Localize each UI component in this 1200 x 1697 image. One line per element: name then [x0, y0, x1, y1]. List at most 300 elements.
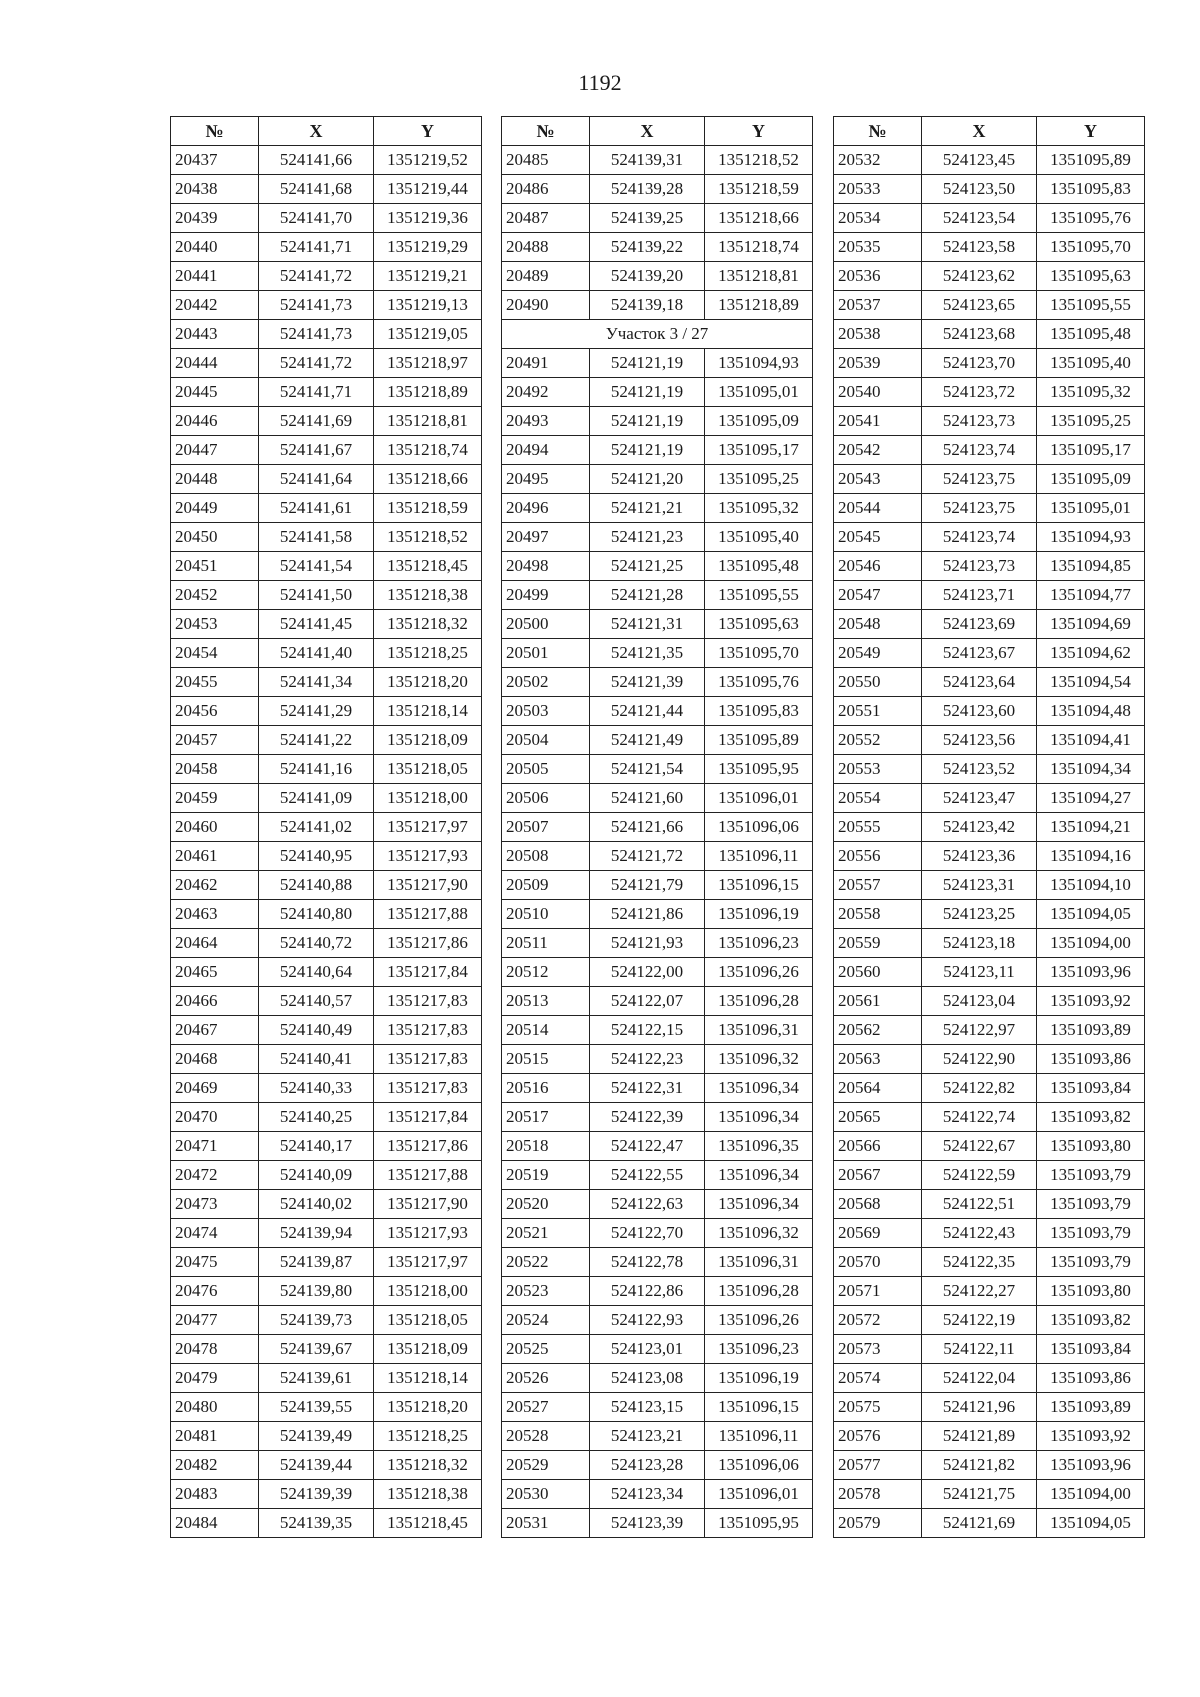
point-number-cell: 20562 — [834, 1016, 922, 1045]
y-coordinate-cell: 1351095,95 — [705, 755, 813, 784]
point-number-cell: 20538 — [834, 320, 922, 349]
table-row — [171, 465, 482, 494]
table-row — [171, 1248, 482, 1277]
table-row — [834, 1190, 1145, 1219]
table-row — [502, 523, 813, 552]
table-row — [834, 581, 1145, 610]
x-coordinate-cell: 524123,56 — [922, 726, 1037, 755]
x-coordinate-cell: 524139,44 — [259, 1451, 374, 1480]
y-coordinate-cell: 1351096,31 — [705, 1016, 813, 1045]
x-coordinate-cell: 524139,28 — [590, 175, 705, 204]
y-coordinate-cell: 1351218,45 — [374, 552, 482, 581]
point-number-cell: 20486 — [502, 175, 590, 204]
table-row — [834, 929, 1145, 958]
point-number-cell: 20467 — [171, 1016, 259, 1045]
y-coordinate-cell: 1351219,29 — [374, 233, 482, 262]
y-coordinate-cell: 1351218,38 — [374, 581, 482, 610]
x-coordinate-cell: 524122,86 — [590, 1277, 705, 1306]
y-coordinate-cell: 1351218,05 — [374, 755, 482, 784]
table-row — [171, 784, 482, 813]
table-row — [171, 871, 482, 900]
table-row — [502, 697, 813, 726]
point-number-cell: 20525 — [502, 1335, 590, 1364]
point-number-cell: 20556 — [834, 842, 922, 871]
y-coordinate-cell: 1351093,92 — [1037, 987, 1145, 1016]
y-coordinate-cell: 1351217,84 — [374, 958, 482, 987]
point-number-cell: 20460 — [171, 813, 259, 842]
point-number-cell: 20521 — [502, 1219, 590, 1248]
header-y: Y — [705, 117, 813, 146]
x-coordinate-cell: 524121,75 — [922, 1480, 1037, 1509]
y-coordinate-cell: 1351093,82 — [1037, 1306, 1145, 1335]
table-row — [834, 813, 1145, 842]
table-row — [834, 1219, 1145, 1248]
table-row — [502, 262, 813, 291]
x-coordinate-cell: 524141,29 — [259, 697, 374, 726]
table-row — [171, 1422, 482, 1451]
y-coordinate-cell: 1351095,83 — [705, 697, 813, 726]
y-coordinate-cell: 1351218,66 — [374, 465, 482, 494]
x-coordinate-cell: 524123,52 — [922, 755, 1037, 784]
table-header-row — [171, 117, 482, 146]
table-row — [502, 1364, 813, 1393]
table-row — [171, 378, 482, 407]
x-coordinate-cell: 524121,19 — [590, 436, 705, 465]
x-coordinate-cell: 524139,55 — [259, 1393, 374, 1422]
y-coordinate-cell: 1351095,01 — [1037, 494, 1145, 523]
x-coordinate-cell: 524123,11 — [922, 958, 1037, 987]
point-number-cell: 20523 — [502, 1277, 590, 1306]
point-number-cell: 20506 — [502, 784, 590, 813]
point-number-cell: 20498 — [502, 552, 590, 581]
y-coordinate-cell: 1351094,85 — [1037, 552, 1145, 581]
y-coordinate-cell: 1351096,34 — [705, 1074, 813, 1103]
point-number-cell: 20550 — [834, 668, 922, 697]
x-coordinate-cell: 524140,09 — [259, 1161, 374, 1190]
y-coordinate-cell: 1351096,34 — [705, 1103, 813, 1132]
y-coordinate-cell: 1351218,38 — [374, 1480, 482, 1509]
x-coordinate-cell: 524122,70 — [590, 1219, 705, 1248]
table-row — [834, 262, 1145, 291]
x-coordinate-cell: 524141,73 — [259, 320, 374, 349]
y-coordinate-cell: 1351218,00 — [374, 784, 482, 813]
x-coordinate-cell: 524141,72 — [259, 262, 374, 291]
table-row — [834, 1422, 1145, 1451]
x-coordinate-cell: 524139,18 — [590, 291, 705, 320]
x-coordinate-cell: 524139,80 — [259, 1277, 374, 1306]
y-coordinate-cell: 1351094,16 — [1037, 842, 1145, 871]
page-number: 1192 — [578, 70, 622, 95]
y-coordinate-cell: 1351218,52 — [374, 523, 482, 552]
point-number-cell: 20552 — [834, 726, 922, 755]
y-coordinate-cell: 1351096,34 — [705, 1161, 813, 1190]
y-coordinate-cell: 1351096,35 — [705, 1132, 813, 1161]
y-coordinate-cell: 1351096,15 — [705, 871, 813, 900]
y-coordinate-cell: 1351095,70 — [705, 639, 813, 668]
table-row — [834, 958, 1145, 987]
point-number-cell: 20489 — [502, 262, 590, 291]
table-row — [502, 465, 813, 494]
y-coordinate-cell: 1351093,79 — [1037, 1161, 1145, 1190]
x-coordinate-cell: 524141,72 — [259, 349, 374, 378]
point-number-cell: 20557 — [834, 871, 922, 900]
x-coordinate-cell: 524121,96 — [922, 1393, 1037, 1422]
table-row — [834, 378, 1145, 407]
table-row — [502, 929, 813, 958]
table-row — [502, 494, 813, 523]
point-number-cell: 20520 — [502, 1190, 590, 1219]
table-row — [502, 1393, 813, 1422]
y-coordinate-cell: 1351217,93 — [374, 842, 482, 871]
x-coordinate-cell: 524141,40 — [259, 639, 374, 668]
x-coordinate-cell: 524121,31 — [590, 610, 705, 639]
y-coordinate-cell: 1351218,20 — [374, 668, 482, 697]
point-number-cell: 20516 — [502, 1074, 590, 1103]
table-row — [834, 1306, 1145, 1335]
x-coordinate-cell: 524122,82 — [922, 1074, 1037, 1103]
table-row — [171, 1161, 482, 1190]
table-row — [502, 146, 813, 175]
point-number-cell: 20492 — [502, 378, 590, 407]
table-row — [502, 610, 813, 639]
point-number-cell: 20476 — [171, 1277, 259, 1306]
table-row — [834, 610, 1145, 639]
y-coordinate-cell: 1351095,63 — [705, 610, 813, 639]
x-coordinate-cell: 524141,68 — [259, 175, 374, 204]
y-coordinate-cell: 1351095,48 — [1037, 320, 1145, 349]
x-coordinate-cell: 524121,44 — [590, 697, 705, 726]
table-row — [834, 784, 1145, 813]
point-number-cell: 20464 — [171, 929, 259, 958]
point-number-cell: 20546 — [834, 552, 922, 581]
table-row — [502, 581, 813, 610]
x-coordinate-cell: 524121,49 — [590, 726, 705, 755]
point-number-cell: 20514 — [502, 1016, 590, 1045]
y-coordinate-cell: 1351095,40 — [1037, 349, 1145, 378]
x-coordinate-cell: 524123,62 — [922, 262, 1037, 291]
table-row — [171, 523, 482, 552]
point-number-cell: 20571 — [834, 1277, 922, 1306]
table-row — [171, 1219, 482, 1248]
table-row — [171, 842, 482, 871]
x-coordinate-cell: 524123,64 — [922, 668, 1037, 697]
point-number-cell: 20441 — [171, 262, 259, 291]
point-number-cell: 20471 — [171, 1132, 259, 1161]
point-number-cell: 20491 — [502, 349, 590, 378]
point-number-cell: 20541 — [834, 407, 922, 436]
table-row — [834, 146, 1145, 175]
point-number-cell: 20568 — [834, 1190, 922, 1219]
table-row — [502, 813, 813, 842]
table-row — [834, 1132, 1145, 1161]
point-number-cell: 20567 — [834, 1161, 922, 1190]
x-coordinate-cell: 524121,86 — [590, 900, 705, 929]
y-coordinate-cell: 1351096,19 — [705, 900, 813, 929]
point-number-cell: 20512 — [502, 958, 590, 987]
point-number-cell: 20570 — [834, 1248, 922, 1277]
y-coordinate-cell: 1351096,28 — [705, 1277, 813, 1306]
table-row — [834, 1393, 1145, 1422]
x-coordinate-cell: 524141,22 — [259, 726, 374, 755]
table-row — [834, 175, 1145, 204]
x-coordinate-cell: 524121,39 — [590, 668, 705, 697]
point-number-cell: 20555 — [834, 813, 922, 842]
point-number-cell: 20551 — [834, 697, 922, 726]
point-number-cell: 20453 — [171, 610, 259, 639]
table-row — [171, 291, 482, 320]
table-row — [834, 755, 1145, 784]
y-coordinate-cell: 1351095,01 — [705, 378, 813, 407]
point-number-cell: 20527 — [502, 1393, 590, 1422]
x-coordinate-cell: 524141,16 — [259, 755, 374, 784]
x-coordinate-cell: 524140,49 — [259, 1016, 374, 1045]
y-coordinate-cell: 1351095,55 — [1037, 291, 1145, 320]
x-coordinate-cell: 524123,54 — [922, 204, 1037, 233]
point-number-cell: 20533 — [834, 175, 922, 204]
table-row — [834, 697, 1145, 726]
y-coordinate-cell: 1351218,25 — [374, 639, 482, 668]
table-row — [834, 1335, 1145, 1364]
table-row — [502, 233, 813, 262]
table-row — [502, 349, 813, 378]
point-number-cell: 20443 — [171, 320, 259, 349]
x-coordinate-cell: 524123,69 — [922, 610, 1037, 639]
y-coordinate-cell: 1351094,10 — [1037, 871, 1145, 900]
y-coordinate-cell: 1351095,32 — [1037, 378, 1145, 407]
x-coordinate-cell: 524123,31 — [922, 871, 1037, 900]
table-row — [834, 1074, 1145, 1103]
table-row — [171, 581, 482, 610]
point-number-cell: 20461 — [171, 842, 259, 871]
point-number-cell: 20563 — [834, 1045, 922, 1074]
x-coordinate-cell: 524122,31 — [590, 1074, 705, 1103]
y-coordinate-cell: 1351218,74 — [374, 436, 482, 465]
y-coordinate-cell: 1351093,82 — [1037, 1103, 1145, 1132]
point-number-cell: 20459 — [171, 784, 259, 813]
y-coordinate-cell: 1351218,97 — [374, 349, 482, 378]
y-coordinate-cell: 1351094,05 — [1037, 1509, 1145, 1538]
y-coordinate-cell: 1351093,79 — [1037, 1219, 1145, 1248]
point-number-cell: 20549 — [834, 639, 922, 668]
point-number-cell: 20542 — [834, 436, 922, 465]
x-coordinate-cell: 524123,08 — [590, 1364, 705, 1393]
y-coordinate-cell: 1351218,00 — [374, 1277, 482, 1306]
table-row — [171, 1306, 482, 1335]
table-row — [171, 813, 482, 842]
point-number-cell: 20530 — [502, 1480, 590, 1509]
y-coordinate-cell: 1351218,20 — [374, 1393, 482, 1422]
x-coordinate-cell: 524121,72 — [590, 842, 705, 871]
y-coordinate-cell: 1351218,89 — [374, 378, 482, 407]
y-coordinate-cell: 1351093,92 — [1037, 1422, 1145, 1451]
table-row — [171, 1190, 482, 1219]
x-coordinate-cell: 524140,33 — [259, 1074, 374, 1103]
y-coordinate-cell: 1351094,05 — [1037, 900, 1145, 929]
y-coordinate-cell: 1351093,86 — [1037, 1045, 1145, 1074]
table-row — [502, 1074, 813, 1103]
x-coordinate-cell: 524123,47 — [922, 784, 1037, 813]
x-coordinate-cell: 524140,80 — [259, 900, 374, 929]
point-number-cell: 20531 — [502, 1509, 590, 1538]
point-number-cell: 20543 — [834, 465, 922, 494]
point-number-cell: 20474 — [171, 1219, 259, 1248]
point-number-cell: 20548 — [834, 610, 922, 639]
y-coordinate-cell: 1351095,95 — [705, 1509, 813, 1538]
x-coordinate-cell: 524122,97 — [922, 1016, 1037, 1045]
y-coordinate-cell: 1351095,63 — [1037, 262, 1145, 291]
x-coordinate-cell: 524140,72 — [259, 929, 374, 958]
y-coordinate-cell: 1351094,00 — [1037, 929, 1145, 958]
x-coordinate-cell: 524139,20 — [590, 262, 705, 291]
y-coordinate-cell: 1351093,80 — [1037, 1277, 1145, 1306]
point-number-cell: 20559 — [834, 929, 922, 958]
y-coordinate-cell: 1351218,14 — [374, 1364, 482, 1393]
x-coordinate-cell: 524121,69 — [922, 1509, 1037, 1538]
x-coordinate-cell: 524123,73 — [922, 407, 1037, 436]
point-number-cell: 20494 — [502, 436, 590, 465]
table-row — [834, 871, 1145, 900]
point-number-cell: 20532 — [834, 146, 922, 175]
x-coordinate-cell: 524141,69 — [259, 407, 374, 436]
table-row — [502, 900, 813, 929]
y-coordinate-cell: 1351094,00 — [1037, 1480, 1145, 1509]
header-num: № — [834, 117, 922, 146]
y-coordinate-cell: 1351217,86 — [374, 929, 482, 958]
x-coordinate-cell: 524141,66 — [259, 146, 374, 175]
y-coordinate-cell: 1351096,06 — [705, 813, 813, 842]
x-coordinate-cell: 524122,43 — [922, 1219, 1037, 1248]
table-row — [502, 1422, 813, 1451]
x-coordinate-cell: 524122,27 — [922, 1277, 1037, 1306]
x-coordinate-cell: 524122,35 — [922, 1248, 1037, 1277]
y-coordinate-cell: 1351096,32 — [705, 1219, 813, 1248]
table-row — [502, 1132, 813, 1161]
y-coordinate-cell: 1351217,93 — [374, 1219, 482, 1248]
table-row — [171, 1480, 482, 1509]
coordinates-table-3 — [833, 116, 1145, 1538]
table-row — [834, 465, 1145, 494]
table-row — [834, 523, 1145, 552]
x-coordinate-cell: 524122,59 — [922, 1161, 1037, 1190]
y-coordinate-cell: 1351219,44 — [374, 175, 482, 204]
y-coordinate-cell: 1351218,45 — [374, 1509, 482, 1538]
header-x: X — [259, 117, 374, 146]
point-number-cell: 20501 — [502, 639, 590, 668]
x-coordinate-cell: 524122,93 — [590, 1306, 705, 1335]
x-coordinate-cell: 524123,36 — [922, 842, 1037, 871]
table-row — [171, 1393, 482, 1422]
point-number-cell: 20473 — [171, 1190, 259, 1219]
y-coordinate-cell: 1351217,90 — [374, 871, 482, 900]
y-coordinate-cell: 1351093,84 — [1037, 1335, 1145, 1364]
x-coordinate-cell: 524121,19 — [590, 407, 705, 436]
y-coordinate-cell: 1351218,09 — [374, 1335, 482, 1364]
table-row — [171, 929, 482, 958]
table-row — [171, 1132, 482, 1161]
table-row — [171, 900, 482, 929]
y-coordinate-cell: 1351095,89 — [705, 726, 813, 755]
table-row — [171, 1451, 482, 1480]
point-number-cell: 20497 — [502, 523, 590, 552]
table-row — [502, 407, 813, 436]
x-coordinate-cell: 524121,35 — [590, 639, 705, 668]
point-number-cell: 20515 — [502, 1045, 590, 1074]
x-coordinate-cell: 524140,88 — [259, 871, 374, 900]
table-row — [502, 552, 813, 581]
y-coordinate-cell: 1351217,84 — [374, 1103, 482, 1132]
point-number-cell: 20529 — [502, 1451, 590, 1480]
table-row — [171, 1074, 482, 1103]
y-coordinate-cell: 1351094,54 — [1037, 668, 1145, 697]
x-coordinate-cell: 524141,67 — [259, 436, 374, 465]
point-number-cell: 20493 — [502, 407, 590, 436]
point-number-cell: 20536 — [834, 262, 922, 291]
point-number-cell: 20479 — [171, 1364, 259, 1393]
point-number-cell: 20475 — [171, 1248, 259, 1277]
y-coordinate-cell: 1351218,66 — [705, 204, 813, 233]
table-row — [834, 726, 1145, 755]
point-number-cell: 20522 — [502, 1248, 590, 1277]
table-row — [171, 1335, 482, 1364]
table-row — [834, 291, 1145, 320]
point-number-cell: 20487 — [502, 204, 590, 233]
x-coordinate-cell: 524123,42 — [922, 813, 1037, 842]
table-row — [502, 1451, 813, 1480]
y-coordinate-cell: 1351095,76 — [1037, 204, 1145, 233]
x-coordinate-cell: 524123,73 — [922, 552, 1037, 581]
y-coordinate-cell: 1351096,32 — [705, 1045, 813, 1074]
y-coordinate-cell: 1351093,80 — [1037, 1132, 1145, 1161]
point-number-cell: 20445 — [171, 378, 259, 407]
x-coordinate-cell: 524122,07 — [590, 987, 705, 1016]
point-number-cell: 20528 — [502, 1422, 590, 1451]
point-number-cell: 20565 — [834, 1103, 922, 1132]
x-coordinate-cell: 524121,79 — [590, 871, 705, 900]
point-number-cell: 20510 — [502, 900, 590, 929]
table-row — [171, 697, 482, 726]
point-number-cell: 20564 — [834, 1074, 922, 1103]
point-number-cell: 20545 — [834, 523, 922, 552]
x-coordinate-cell: 524121,23 — [590, 523, 705, 552]
table-row — [502, 842, 813, 871]
x-coordinate-cell: 524121,19 — [590, 349, 705, 378]
table-row — [171, 1277, 482, 1306]
point-number-cell: 20451 — [171, 552, 259, 581]
y-coordinate-cell: 1351093,84 — [1037, 1074, 1145, 1103]
x-coordinate-cell: 524141,71 — [259, 233, 374, 262]
table-row — [834, 1364, 1145, 1393]
point-number-cell: 20578 — [834, 1480, 922, 1509]
y-coordinate-cell: 1351218,52 — [705, 146, 813, 175]
table-row — [834, 349, 1145, 378]
point-number-cell: 20456 — [171, 697, 259, 726]
x-coordinate-cell: 524123,68 — [922, 320, 1037, 349]
point-number-cell: 20472 — [171, 1161, 259, 1190]
x-coordinate-cell: 524123,28 — [590, 1451, 705, 1480]
x-coordinate-cell: 524121,66 — [590, 813, 705, 842]
y-coordinate-cell: 1351093,86 — [1037, 1364, 1145, 1393]
x-coordinate-cell: 524139,25 — [590, 204, 705, 233]
point-number-cell: 20566 — [834, 1132, 922, 1161]
table-row — [834, 842, 1145, 871]
x-coordinate-cell: 524122,11 — [922, 1335, 1037, 1364]
x-coordinate-cell: 524122,74 — [922, 1103, 1037, 1132]
y-coordinate-cell: 1351096,23 — [705, 929, 813, 958]
point-number-cell: 20484 — [171, 1509, 259, 1538]
table-row — [502, 1045, 813, 1074]
y-coordinate-cell: 1351094,93 — [705, 349, 813, 378]
table-row — [502, 755, 813, 784]
